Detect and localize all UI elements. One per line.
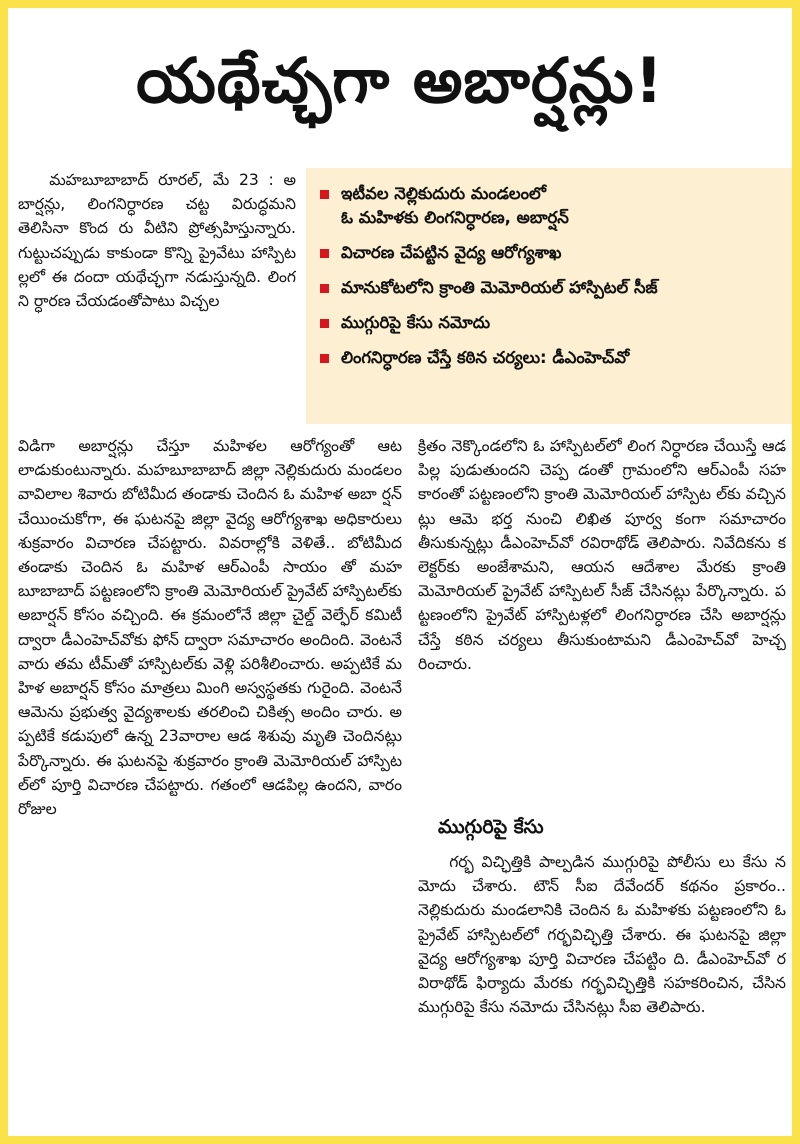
highlight-item bbox=[320, 346, 778, 370]
news-clipping bbox=[8, 8, 792, 1136]
bullet-square-icon bbox=[320, 249, 329, 258]
highlight-text: ఇటీవల నెల్లికుదురు మండలంలో ఓ మహిళకు లింగనిర్ధారణ, అబార్షన్ bbox=[341, 184, 569, 227]
bullet-square-icon bbox=[320, 354, 329, 363]
body-column-right-bottom: గర్భ విచ్ఛిత్తికి పాల్పడిన ముగ్గురిపై పోలీసు లు కేసు నమోదు చేశారు. టౌన్ సీఐ దేవేందర్ కథనం ప్రకారం.. నెల్లికుదురు మండలానికి చెందిన ఓ మహిళకు పట్టణంలోని ఓ ప్రైవేట్ హాస్పిటల్‌లో గర్భవిచ్ఛిత్తి చేశారు. ఈ ఘటనపై జిల్లా వైద్య ఆరోగ్యశాఖ పూర్తి విచారణ చేపట్టిం ది. డీఎంహెచ్‌వో రవిరాథోడ్ ఫిర్యాదు మేరకు గర్భవిచ్ఛిత్తికి సహకరించిన, చేసిన ముగ్గురిపై కేసు నమోదు చేసినట్లు సీఐ తెలిపారు. bbox=[418, 853, 786, 1017]
highlight-text: ముగ్గురిపై కేసు నమోదు bbox=[341, 313, 491, 332]
bullet-square-icon bbox=[320, 284, 329, 293]
bullet-square-icon bbox=[320, 319, 329, 328]
highlight-item bbox=[320, 241, 778, 265]
highlight-text: లింగనిర్ధారణ చేస్తే కఠిన చర్యలు: డీఎంహెచ్‌వో bbox=[341, 348, 630, 367]
subheading: ముగ్గురిపై కేసు bbox=[438, 816, 544, 838]
intro-paragraph: మహబూబాబాద్ రూరల్, మే 23 : అబార్షన్లు, లింగనిర్ధారణ చట్ట విరుద్ధమని తెలిసినా కొంద రు వీటిని ప్రోత్సహిస్తున్నారు. గుట్టుచప్పుడు కాకుండా కొన్ని ప్రైవేటు హాస్పిటల్లలో ఈ దందా యథేచ్ఛగా నడుస్తున్నది. లింగని ర్ధారణ చేయడంతోపాటు విచ్చల bbox=[18, 171, 296, 311]
highlight-item bbox=[320, 311, 778, 335]
body-column-right: క్రితం నెక్కొండలోని ఓ హాస్పిటల్‌లో లింగ నిర్ధారణ చేయిస్తే ఆడపిల్ల పుడుతుందని చెప్ప డంతో గ్రామంలోని ఆర్‌ఎంపీ సహకారంతో పట్టణంలోని క్రాంతి మెమోరియల్ హాస్పిట ల్‌కు వచ్చినట్లు ఆమె భర్త నుంచి లిఖిత పూర్వ కంగా సమాచారం తీసుకున్నట్లు డీఎంహెచ్‌వో రవిరాథోడ్ తెలిపారు. నివేదికను కలెక్టర్‌కు అంజేశామని, ఆయన ఆదేశాల మేరకు క్రాంతి మెమోరియల్ ప్రైవేట్ హాస్పిటల్ సీజ్ చేసినట్లు పేర్కొన్నారు. పట్టణంలోని ప్రైవేట్ హాస్పిటళ్లలో లింగనిర్ధారణ చేసి అబార్షన్లు చేస్తే కఠిన చర్యలు తీసుకుంటామని డీఎంహెచ్‌వో హెచ్చరించారు. bbox=[418, 437, 786, 673]
body-column-left: విడిగా అబార్షన్లు చేస్తూ మహిళల ఆరోగ్యంతో ఆటలాడుకుంటున్నారు. మహబూబాబాద్ జిల్లా నెల్లికుదురు మండలం వావిలాల శివారు బోటిమీద తండాకు చెందిన ఓ మహిళ అబా ర్షన్ చేయించుకోగా, ఈ ఘటనపై జిల్లా వైద్య ఆరోగ్యశాఖ అధికారులు శుక్రవారం విచారణ చేపట్టారు. వివరాల్లోకి వెళితే.. బోటిమీద తండాకు చెందిన ఓ మహిళ ఆర్‌ఎంపీ సాయం తో మహబూబాబాద్ పట్టణంలోని క్రాంతి మెమోరియల్ ప్రైవేట్ హాస్పిటల్‌కు అబార్షన్ కోసం వచ్చింది. ఈ క్రమంలోనే జిల్లా చైల్డ్ వెల్ఫేర్ కమిటీ ద్వారా డీఎంహెచ్‌వోకు ఫోన్ ద్వారా సమాచారం అందింది. వెంటనే వారు తమ టీమ్‌తో హాస్పిటల్‌కు వెళ్లి పరిశీలించారు. అప్పటికే మహిళ అబార్షన్ కోసం మాత్రలు మింగి అస్వస్థతకు గురైంది. వెంటనే ఆమెను ప్రభుత్వ వైద్యశాలకు తరలించి చికిత్స అందిం చారు. అప్పటికే కడుపులో ఉన్న 23వారాల ఆడ శిశువు మృతి చెందినట్లు పేర్కొన్నారు. ఈ ఘటనపై శుక్రవారం క్రాంతి మెమోరియల్ హాస్పిటల్‌లో పూర్తి విచారణ చేపట్టారు. గతంలో ఆడపిల్ల ఉందని, వారం రోజుల bbox=[18, 437, 402, 819]
highlight-text: విచారణ చేపట్టిన వైద్య ఆరోగ్యశాఖ bbox=[341, 243, 562, 262]
bullet-square-icon bbox=[320, 190, 329, 199]
highlight-text: మానుకోటలోని క్రాంతి మెమోరియల్ హాస్పిటల్ సీజ్ bbox=[341, 278, 658, 297]
headline: యథేచ్ఛగా అబార్షన్లు! bbox=[136, 44, 664, 117]
highlight-item bbox=[320, 182, 778, 230]
highlight-item bbox=[320, 276, 778, 300]
highlights-box bbox=[306, 168, 792, 424]
